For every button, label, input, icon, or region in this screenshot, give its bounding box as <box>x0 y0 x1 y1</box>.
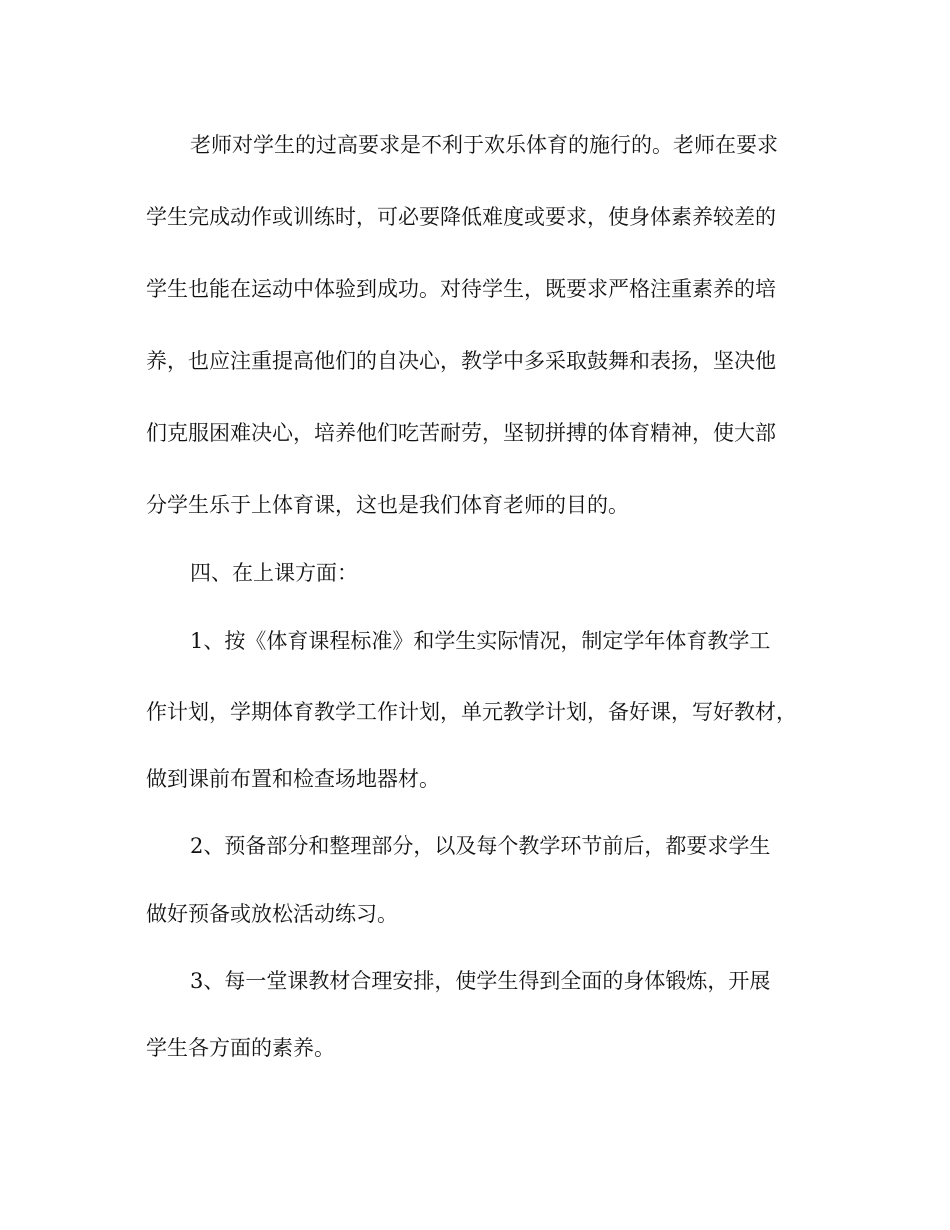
paragraph-line: 学生也能在运动中体验到成功。对待学生，既要求严格注重素养的培 <box>146 277 776 301</box>
paragraph-line: 养，也应注重提高他们的自决心，教学中多采取鼓舞和表扬，坚决他 <box>146 349 776 373</box>
paragraph-line: 分学生乐于上体育课，这也是我们体育老师的目的。 <box>146 493 629 517</box>
list-item-line: 1、按《体育课程标准》和学生实际情况，制定学年体育教学工 <box>190 629 771 653</box>
list-item-line: 做好预备或放松活动练习。 <box>146 902 398 926</box>
paragraph-line: 们克服困难决心，培养他们吃苦耐劳，坚韧拼搏的体育精神，使大部 <box>146 421 776 445</box>
paragraph-line: 老师对学生的过高要求是不利于欢乐体育的施行的。老师在要求 <box>190 133 778 157</box>
paragraph-line: 学生完成动作或训练时，可必要降低难度或要求，使身体素养较差的 <box>146 205 776 229</box>
list-item-line: 做到课前布置和检查场地器材。 <box>146 767 440 791</box>
list-item-line: 学生各方面的素养。 <box>146 1036 335 1060</box>
list-item-line: 2、预备部分和整理部分，以及每个教学环节前后，都要求学生 <box>190 834 771 858</box>
section-heading: 四、在上课方面： <box>190 561 358 585</box>
list-item-line: 作计划，学期体育教学工作计划，单元教学计划，备好课，写好教材， <box>146 700 797 724</box>
list-item-line: 3、每一堂课教材合理安排，使学生得到全面的身体锻炼，开展 <box>190 969 771 993</box>
